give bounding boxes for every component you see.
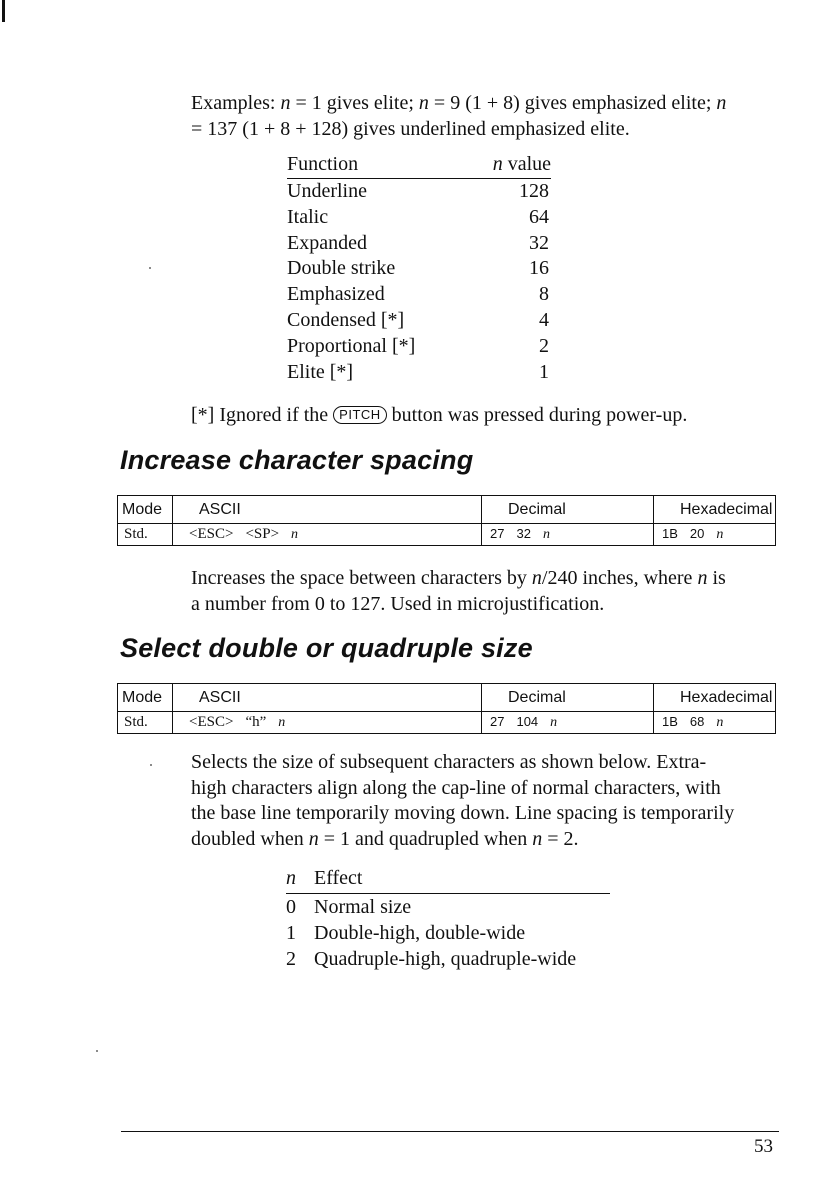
header-ascii: ASCII	[173, 684, 482, 712]
command-table-increase-spacing	[117, 495, 776, 546]
header-decimal: Decimal	[482, 684, 654, 712]
code-token: 27	[490, 526, 505, 541]
intro-paragraph	[191, 91, 726, 142]
n-value: 0	[286, 896, 296, 918]
header-mode: Mode	[118, 684, 173, 712]
text-run: = 9 (1 + 8) gives emphasized elite;	[428, 92, 717, 114]
function-value-table	[287, 151, 551, 385]
header-mode: Mode	[118, 496, 173, 524]
note-text: button was pressed during power-up.	[386, 404, 688, 426]
text-run: /240 inches, where	[541, 567, 698, 589]
table-row	[287, 179, 551, 205]
var-n: n	[492, 153, 503, 175]
var-n: n	[531, 567, 542, 589]
text-run: Examples:	[191, 92, 281, 114]
function-value: 32	[529, 231, 549, 254]
command-table-double-quadruple	[117, 683, 776, 734]
scan-speck	[149, 267, 151, 269]
function-name: Italic	[287, 205, 329, 228]
mode-cell: Std.	[118, 712, 173, 734]
function-name: Emphasized	[287, 283, 385, 306]
var-n: n	[418, 92, 429, 114]
effect-text: Double-high, double-wide	[314, 922, 526, 944]
var-n: n	[291, 527, 299, 542]
var-n: n	[550, 715, 558, 730]
hex-cell	[654, 524, 776, 546]
footer-rule	[121, 1131, 779, 1132]
effect-table-header	[286, 864, 610, 894]
decimal-cell	[482, 712, 654, 734]
text-run: is	[707, 567, 726, 589]
code-token: “h”	[245, 714, 267, 730]
command-table-header	[118, 496, 776, 524]
description-increase-spacing	[191, 566, 726, 617]
desc-line: high characters align along the cap-line of normal characters, with	[191, 776, 721, 799]
function-name: Expanded	[287, 231, 367, 254]
command-table-row	[118, 712, 776, 734]
table-row	[287, 231, 551, 257]
code-token: 1B	[662, 714, 678, 729]
section-title-increase-spacing: Increase character spacing	[120, 445, 474, 475]
var-n: n	[280, 92, 291, 114]
function-value: 64	[529, 205, 549, 228]
effect-text: Normal size	[314, 896, 412, 918]
table-row	[287, 205, 551, 231]
binder-mark	[2, 0, 5, 22]
var-n: n	[542, 527, 550, 542]
table-row	[287, 360, 551, 386]
code-token: 68	[689, 714, 705, 729]
var-n: n	[716, 92, 727, 114]
var-n: n	[716, 527, 724, 542]
command-table-row	[118, 524, 776, 546]
table-row	[287, 256, 551, 282]
ascii-cell	[173, 712, 482, 734]
n-value: 1	[286, 922, 296, 944]
code-token: 27	[490, 714, 505, 729]
text-run: = 1 gives elite;	[290, 92, 419, 114]
desc-line: the base line temporarily moving down. Line spacing is temporarily	[191, 802, 735, 824]
function-table-header	[287, 151, 551, 179]
n-value: 2	[286, 948, 296, 970]
header-hex: Hexadecimal	[654, 684, 776, 712]
desc-line: Selects the size of subsequent characters as shown below. Extra-	[191, 751, 707, 773]
header-n-value	[493, 151, 551, 178]
footnote	[191, 402, 687, 428]
header-n	[286, 864, 314, 893]
var-n: n	[697, 567, 708, 589]
scan-speck	[150, 764, 152, 766]
text-run: = 1 and quadrupled when	[318, 827, 533, 850]
intro-line-2: = 137 (1 + 8 + 128) gives underlined emphasized elite.	[191, 117, 630, 140]
mode-cell: Std.	[118, 524, 173, 546]
function-value: 8	[539, 283, 549, 306]
function-name: Proportional [*]	[287, 334, 416, 357]
scan-speck	[96, 1050, 98, 1052]
header-hex: Hexadecimal	[654, 496, 776, 524]
header-effect: Effect	[314, 867, 363, 889]
function-name: Elite [*]	[287, 360, 354, 383]
code-token: 20	[689, 526, 705, 541]
note-text: [*] Ignored if the	[191, 404, 334, 426]
pitch-button-glyph: PITCH	[333, 406, 387, 424]
desc-line	[191, 827, 734, 853]
text-run: = 2.	[542, 827, 579, 850]
effect-text: Quadruple-high, quadruple-wide	[314, 948, 577, 970]
var-n: n	[308, 827, 319, 850]
var-n: n	[532, 827, 543, 850]
var-n: n	[278, 715, 286, 730]
function-name: Underline	[287, 180, 367, 202]
description-double-quadruple	[191, 750, 734, 852]
command-table-header	[118, 684, 776, 712]
desc-line-2: a number from 0 to 127. Used in microjustification.	[191, 592, 605, 615]
function-value: 4	[539, 308, 549, 331]
desc-line-1	[191, 566, 726, 592]
code-token: <ESC>	[189, 714, 234, 730]
header-value-label: value	[502, 153, 551, 175]
code-token: <ESC>	[189, 526, 234, 542]
header-ascii: ASCII	[173, 496, 482, 524]
intro-line-1	[191, 91, 726, 117]
function-value: 128	[519, 180, 549, 202]
table-row	[286, 894, 610, 920]
function-name: Condensed [*]	[287, 308, 405, 331]
text-run: Increases the space between characters by	[191, 567, 532, 589]
function-value: 1	[539, 360, 549, 383]
code-token: 32	[516, 526, 531, 541]
var-n: n	[286, 867, 296, 889]
header-decimal: Decimal	[482, 496, 654, 524]
code-token: 1B	[662, 526, 678, 541]
code-token: <SP>	[245, 526, 280, 542]
table-row	[287, 282, 551, 308]
table-row	[286, 946, 610, 972]
function-value: 16	[529, 257, 549, 280]
effect-table	[286, 864, 610, 972]
table-row	[287, 334, 551, 360]
header-function: Function	[287, 153, 359, 175]
table-row	[286, 920, 610, 946]
code-token: 104	[516, 714, 539, 729]
function-name: Double strike	[287, 257, 396, 280]
decimal-cell	[482, 524, 654, 546]
hex-cell	[654, 712, 776, 734]
section-title-double-quadruple: Select double or quadruple size	[120, 633, 533, 663]
ascii-cell	[173, 524, 482, 546]
function-value: 2	[539, 334, 549, 357]
text-run: doubled when	[191, 827, 309, 850]
page-number: 53	[754, 1136, 773, 1157]
var-n: n	[716, 715, 724, 730]
table-row	[287, 308, 551, 334]
